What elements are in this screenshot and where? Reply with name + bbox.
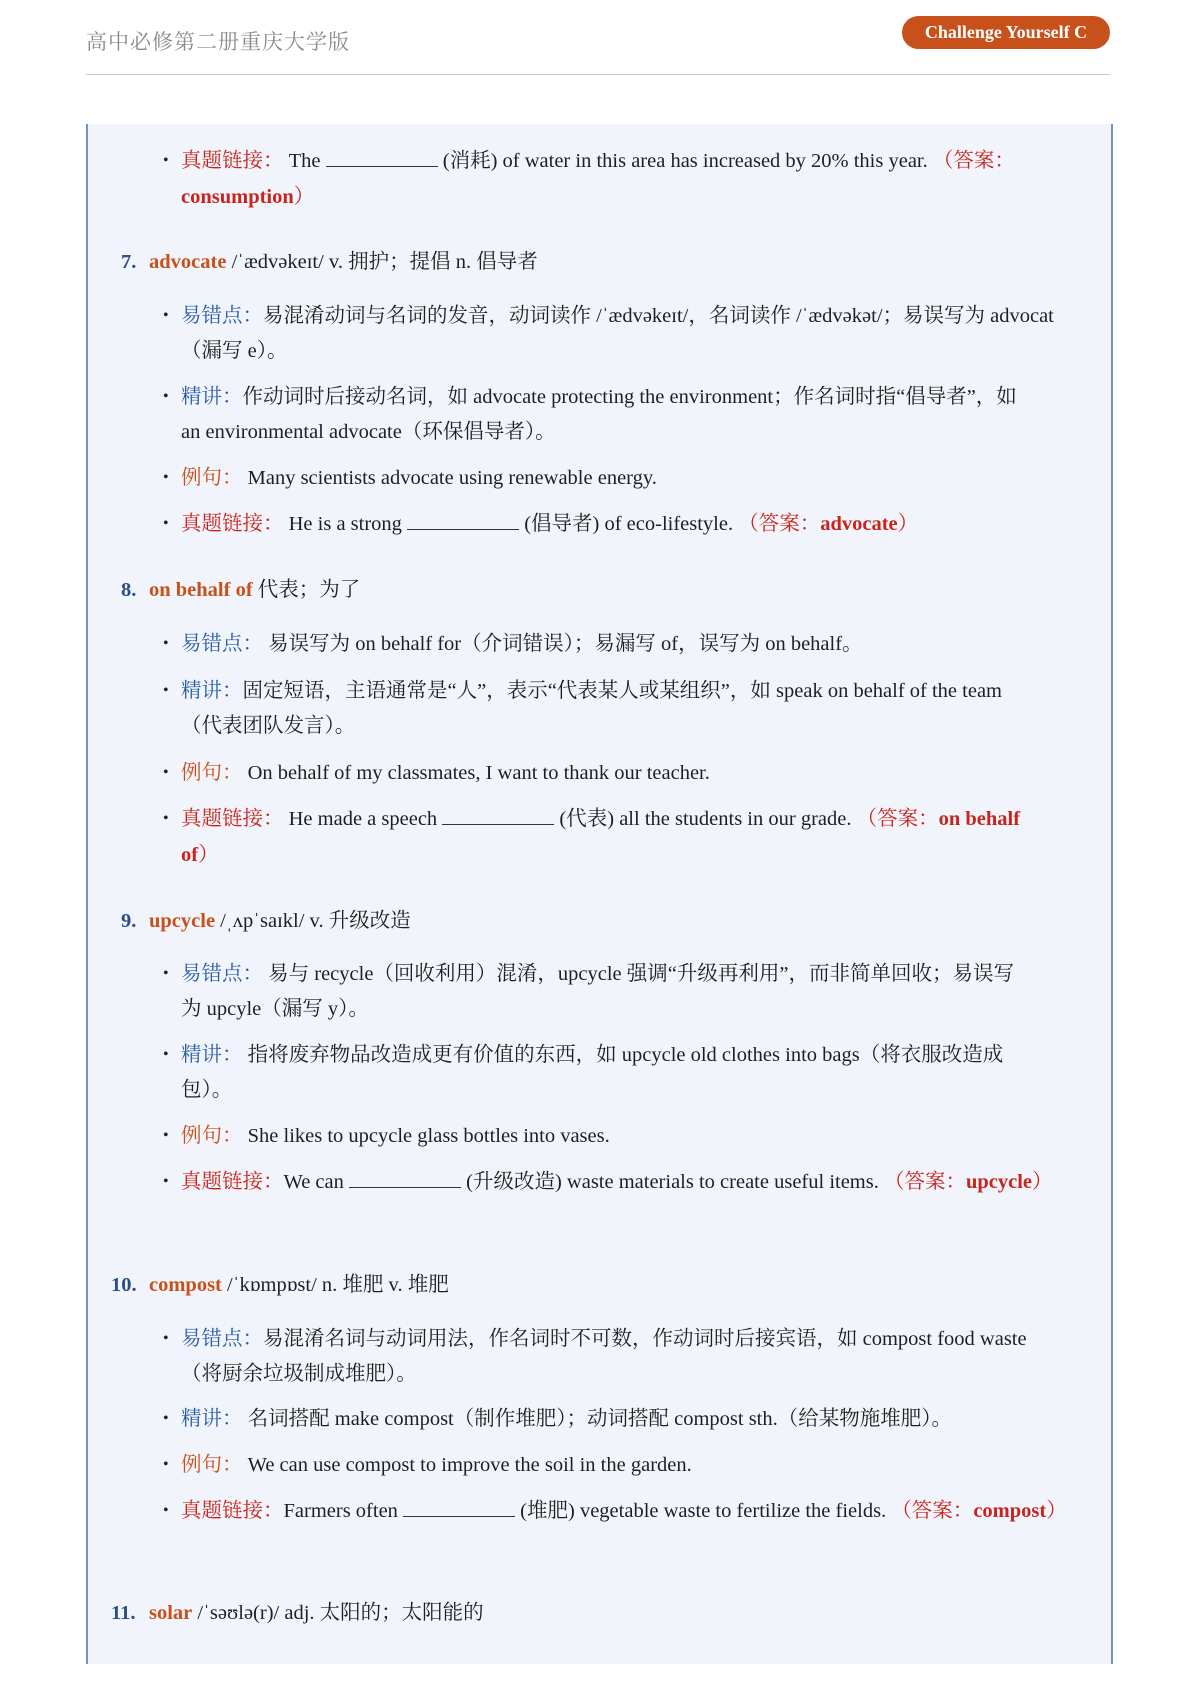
bullet-icon: •: [163, 388, 169, 405]
bullet-icon: •: [163, 515, 169, 532]
liju-item8: 例句： On behalf of my classmates, I want to thank our teacher.: [181, 762, 710, 784]
answer-blank: [407, 511, 519, 530]
section-badge: Challenge Yourself C: [902, 16, 1110, 49]
bullet-icon: •: [163, 152, 169, 169]
answer-item8-cont: of）: [181, 844, 219, 866]
jingjiang-item10: 精讲： 名词搭配 make compost（制作堆肥）；动词搭配 compost sth.（给某物施堆肥）。: [181, 1408, 953, 1430]
yicuo-item9-cont: 为 upcyle（漏写 y）。: [181, 998, 369, 1020]
zhenti-item6: 真题链接： The (消耗) of water in this area has increased by 20% this year. （答案：: [181, 150, 1015, 172]
header-divider: [86, 74, 1110, 75]
bullet-icon: •: [163, 764, 169, 781]
jingjiang-item9-cont: 包）。: [181, 1079, 233, 1101]
jingjiang-item7-cont: an environmental advocate（环保倡导者）。: [181, 421, 556, 443]
answer-blank: [349, 1169, 461, 1188]
yicuo-item7-cont: （漏写 e）。: [181, 340, 288, 362]
item-number: 9.: [121, 910, 137, 932]
jingjiang-item8: 精讲：固定短语，主语通常是“人”，表示“代表某人或某组织”，如 speak on behalf of the team: [181, 680, 1002, 702]
liju-item9: 例句： She likes to upcycle glass bottles into vases.: [181, 1125, 610, 1147]
bullet-icon: •: [163, 810, 169, 827]
entry-compost: compost /ˈkɒmpɒst/ n. 堆肥 v. 堆肥: [149, 1274, 449, 1296]
bullet-icon: •: [163, 682, 169, 699]
answer-blank: [326, 148, 438, 167]
item-number: 8.: [121, 579, 137, 601]
answer-item6: consumption）: [181, 186, 315, 208]
headword: on behalf of: [149, 579, 253, 601]
answer-blank: [403, 1498, 515, 1517]
bullet-icon: •: [163, 469, 169, 486]
zhenti-item9: 真题链接：We can (升级改造) waste materials to create useful items. （答案：upcycle）: [181, 1171, 1053, 1193]
yicuo-item8: 易错点： 易误写为 on behalf for（介词错误）；易漏写 of，误写为 on behalf。: [181, 633, 863, 655]
liju-item10: 例句： We can use compost to improve the soil in the garden.: [181, 1454, 692, 1476]
entry-upcycle: upcycle /ˌʌpˈsaɪkl/ v. 升级改造: [149, 910, 411, 932]
zhenti-item7: 真题链接： He is a strong (倡导者) of eco-lifestyle. （答案：advocate）: [181, 513, 919, 535]
zhenti-item8: 真题链接： He made a speech (代表) all the students in our grade. （答案：on behalf: [181, 808, 1021, 830]
jingjiang-item7: 精讲：作动词时后接动名词，如 advocate protecting the environment；作名词时指“倡导者”，如: [181, 386, 1017, 408]
entry-on-behalf-of: on behalf of 代表；为了: [149, 579, 361, 601]
zhenti-label: 真题链接：: [181, 150, 284, 172]
yicuo-item7: 易错点：易混淆动词与名词的发音，动词读作 /ˈædvəkeɪt/，名词读作 /ˈædvəkət/；易误写为 advocat: [181, 305, 1054, 327]
bullet-icon: •: [163, 1173, 169, 1190]
answer-blank: [442, 806, 554, 825]
yicuo-item9: 易错点： 易与 recycle（回收利用）混淆，upcycle 强调“升级再利用”，而非简单回收；易误写: [181, 963, 1014, 985]
liju-item7: 例句： Many scientists advocate using renewable energy.: [181, 467, 657, 489]
headword: compost: [149, 1274, 222, 1296]
bullet-icon: •: [163, 307, 169, 324]
jingjiang-item9: 精讲： 指将废弃物品改造成更有价值的东西，如 upcycle old clothes into bags（将衣服改造成: [181, 1044, 1004, 1066]
bullet-icon: •: [163, 1127, 169, 1144]
bullet-icon: •: [163, 1330, 169, 1347]
entry-solar: solar /ˈsəʊlə(r)/ adj. 太阳的；太阳能的: [149, 1602, 484, 1624]
item-number: 10.: [111, 1274, 137, 1296]
jingjiang-item8-cont: （代表团队发言）。: [181, 715, 356, 737]
item-number: 11.: [111, 1602, 136, 1624]
item-number: 7.: [121, 251, 137, 273]
header-title: 高中必修第二册重庆大学版: [86, 30, 350, 54]
entry-advocate: advocate /ˈædvəkeɪt/ v. 拥护；提倡 n. 倡导者: [149, 251, 538, 273]
headword: advocate: [149, 251, 227, 273]
bullet-icon: •: [163, 965, 169, 982]
bullet-icon: •: [163, 1410, 169, 1427]
bullet-icon: •: [163, 635, 169, 652]
headword: upcycle: [149, 910, 216, 932]
bullet-icon: •: [163, 1456, 169, 1473]
headword: solar: [149, 1602, 193, 1624]
bullet-icon: •: [163, 1502, 169, 1519]
bullet-icon: •: [163, 1046, 169, 1063]
yicuo-item10-cont: （将厨余垃圾制成堆肥）。: [181, 1363, 417, 1385]
zhenti-item10: 真题链接：Farmers often (堆肥) vegetable waste to fertilize the fields. （答案：compost）: [181, 1500, 1067, 1522]
yicuo-item10: 易错点：易混淆名词与动词用法，作名词时不可数，作动词时后接宾语，如 compost food waste: [181, 1328, 1027, 1350]
